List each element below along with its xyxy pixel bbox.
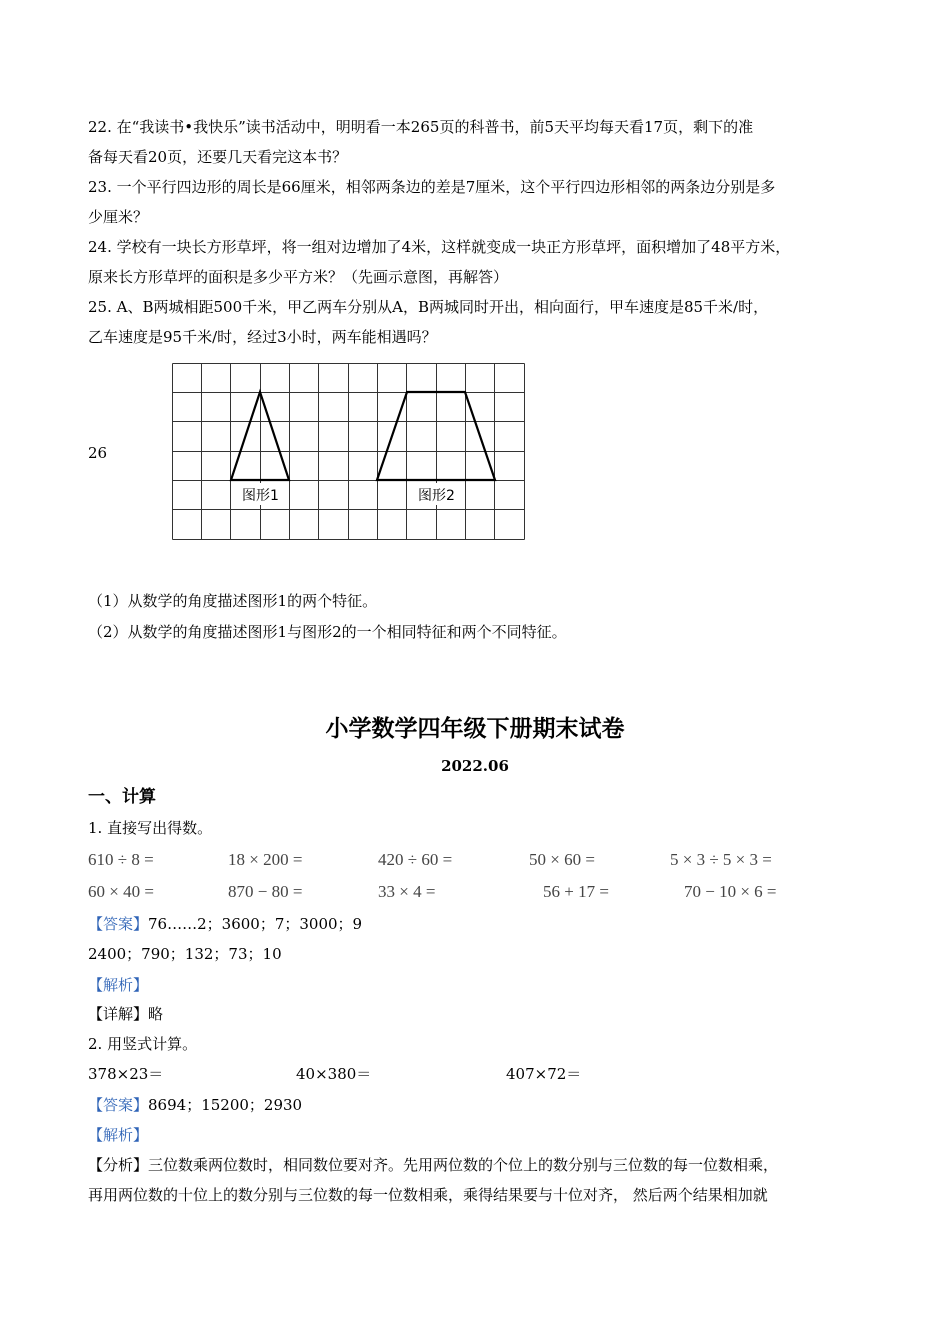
- p2-analysis-line-2: 再用两位数的十位上的数分别与三位数的每一位数相乘，乘得结果要与十位对齐， 然后两个结果相加就: [88, 1186, 768, 1204]
- p1-expr: 870 − 80 =: [228, 882, 303, 901]
- answer-tag: 【答案】: [88, 915, 149, 933]
- q26-sub-2: （2）从数学的角度描述图形1与图形2的一个相同特征和两个不同特征。: [88, 623, 567, 641]
- exam-date: 2022.06: [441, 757, 509, 775]
- p1-answer-line-2: 2400；790；132；73；10: [88, 945, 282, 963]
- p1-expr: 50 × 60 =: [529, 850, 595, 869]
- p1-analysis-tag: 【解析】: [88, 976, 149, 994]
- p1-expr: 610 ÷ 8 =: [88, 850, 154, 869]
- p1-expr: 70 − 10 × 6 =: [684, 882, 777, 901]
- figure-1-label: 图形1: [242, 488, 279, 504]
- q26-number: 26: [88, 444, 108, 462]
- p1-expr: 60 × 40 =: [88, 882, 154, 901]
- p1-expr: 18 × 200 =: [228, 850, 303, 869]
- p2-analysis-line-1: 【分析】三位数乘两位数时，相同数位要对齐。先用两位数的个位上的数分别与三位数的每一位数相乘，: [88, 1156, 779, 1174]
- grid-lines: [173, 364, 525, 540]
- p1-detail: 【详解】略: [88, 1005, 164, 1023]
- p2-expr: 40×380＝: [296, 1065, 372, 1083]
- q22-line-1: 22. 在“我读书•我快乐”读书活动中，明明看一本265页的科普书，前5天平均每天看17页，剩下的准: [88, 118, 754, 136]
- p1-expr: 56 + 17 =: [543, 882, 609, 901]
- p2-prompt: 2. 用竖式计算。: [88, 1035, 198, 1053]
- p1-expr: 420 ÷ 60 =: [378, 850, 453, 869]
- p2-expr: 407×72＝: [506, 1065, 582, 1083]
- q23-line-1: 23. 一个平行四边形的周长是66厘米，相邻两条边的差是7厘米，这个平行四边形相邻的两条边分别是多: [88, 178, 776, 196]
- q25-line-2: 乙车速度是95千米/时，经过3小时，两车能相遇吗？: [88, 328, 437, 346]
- p2-analysis-tag: 【解析】: [88, 1126, 149, 1144]
- figure-2-label: 图形2: [418, 488, 455, 504]
- p1-answer-line-1: [88, 914, 362, 934]
- p1-expr: 33 × 4 =: [378, 882, 436, 901]
- p2-answer-line: [88, 1095, 302, 1115]
- q26-sub-1: （1）从数学的角度描述图形1的两个特征。: [88, 592, 378, 610]
- answer-text: 76……2；3600；7；3000；9: [148, 915, 363, 933]
- q24-line-2: 原来长方形草坪的面积是多少平方米？（先画示意图，再解答）: [88, 268, 509, 286]
- exam-title: 小学数学四年级下册期末试卷: [325, 715, 625, 742]
- answer-text: 8694；15200；2930: [148, 1096, 303, 1114]
- grid-figure: [172, 363, 526, 541]
- p2-expr: 378×23＝: [88, 1065, 164, 1083]
- section-heading: 一、计算: [88, 787, 156, 807]
- q23-line-2: 少厘米？: [88, 208, 149, 226]
- p1-prompt: 1. 直接写出得数。: [88, 819, 213, 837]
- p1-expr: 5 × 3 ÷ 5 × 3 =: [670, 850, 772, 869]
- q22-line-2: 备每天看20页，还要几天看完这本书？: [88, 148, 348, 166]
- answer-tag: 【答案】: [88, 1096, 149, 1114]
- q24-line-1: 24. 学校有一块长方形草坪，将一组对边增加了4米，这样就变成一块正方形草坪，面积增加了48平方米，: [88, 238, 791, 256]
- q25-line-1: 25. A、B两城相距500千米，甲乙两车分别从A，B两城同时开出，相向面行，甲车速度是85千米/时，: [88, 298, 769, 316]
